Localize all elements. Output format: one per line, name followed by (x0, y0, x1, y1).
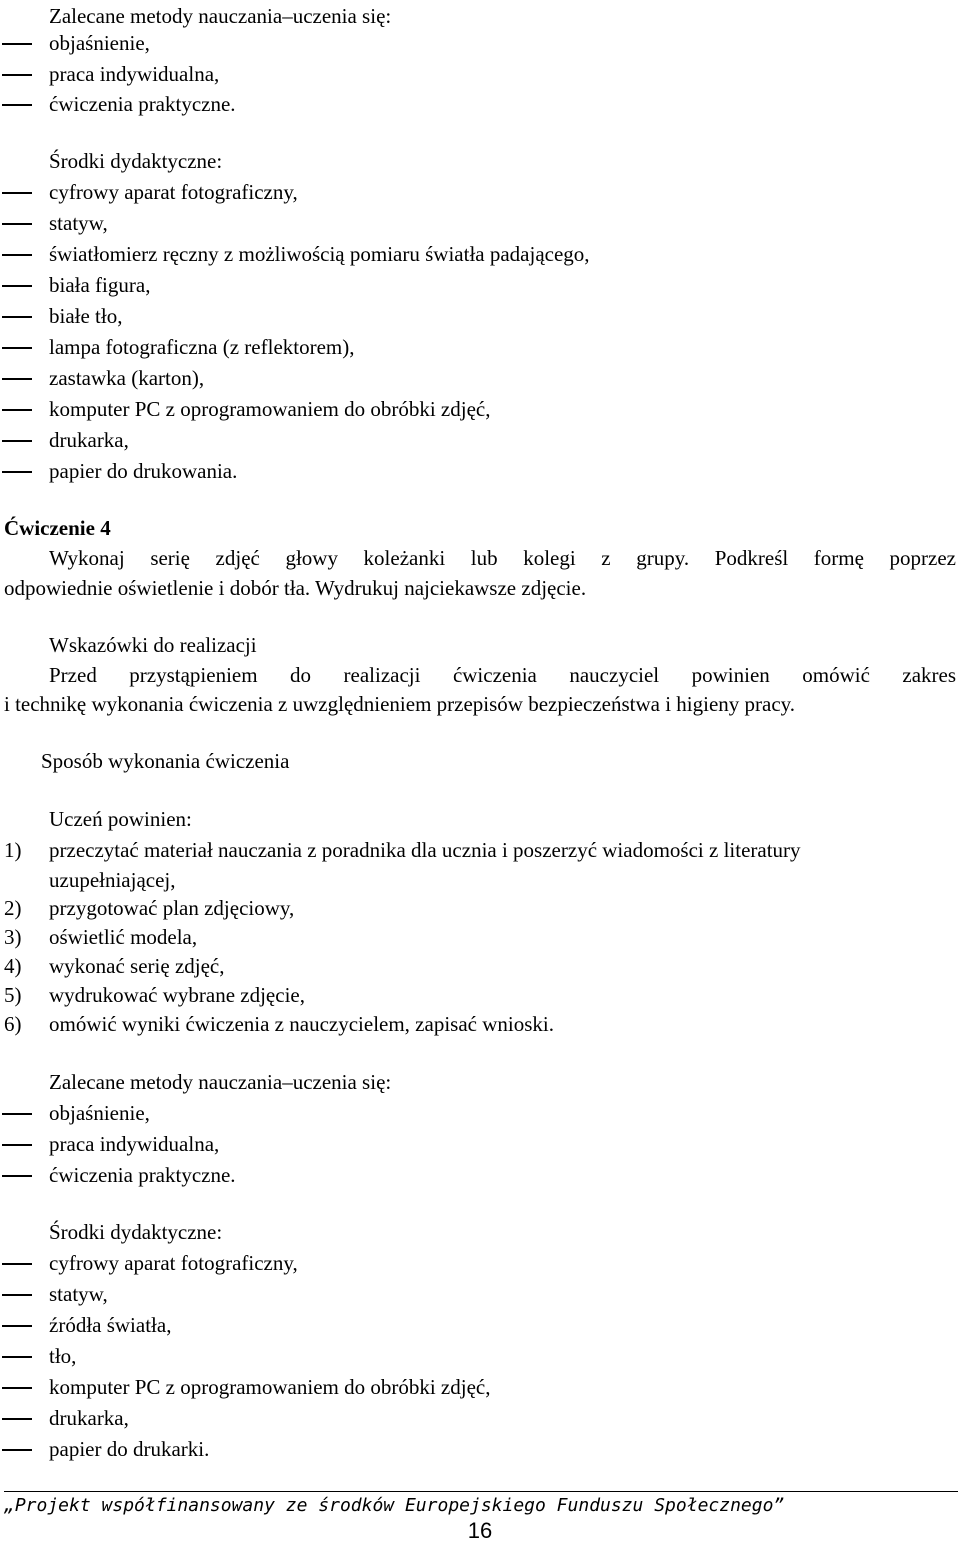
exercise-title: Ćwiczenie 4 (4, 516, 111, 540)
student-heading: Uczeń powinien: (49, 807, 192, 831)
methods-heading-2: Zalecane metody nauczania–uczenia się: (49, 1070, 392, 1094)
hints-heading: Wskazówki do realizacji (49, 633, 257, 657)
list-item: biała figura, (49, 273, 151, 297)
step-number: 5) (4, 983, 22, 1007)
step-text: wydrukować wybrane zdjęcie, (49, 983, 305, 1007)
methods-heading: Zalecane metody nauczania–uczenia się: (49, 4, 392, 28)
step-number: 1) (4, 838, 22, 862)
step-text: oświetlić modela, (49, 925, 198, 949)
list-item: praca indywidualna, (49, 62, 220, 86)
list-item: ćwiczenia praktyczne. (49, 92, 236, 116)
list-item: ćwiczenia praktyczne. (49, 1163, 236, 1187)
footer-project-text: „Projekt współfinansowany ze środków Europejskiego Funduszu Społecznego” (4, 1495, 785, 1516)
list-item: komputer PC z oprogramowaniem do obróbki zdjęć, (49, 1375, 491, 1399)
step-number: 2) (4, 896, 22, 920)
list-item: źródła światła, (49, 1313, 172, 1337)
task-text-line2: odpowiednie oświetlenie i dobór tła. Wydrukuj najciekawsze zdjęcie. (4, 576, 587, 600)
hints-text-line1: Przed przystąpieniem do realizacji ćwiczenia nauczyciel powinien omówić zakres (49, 663, 956, 687)
step-text: przygotować plan zdjęciowy, (49, 896, 295, 920)
hints-text-line2: i technikę wykonania ćwiczenia z uwzględnieniem przepisów bezpieczeństwa i higieny pracy. (4, 692, 796, 716)
list-item: objaśnienie, (49, 31, 150, 55)
task-text-line1: Wykonaj serię zdjęć głowy koleżanki lub kolegi z grupy. Podkreśl formę poprzez (49, 546, 956, 570)
list-item: lampa fotograficzna (z reflektorem), (49, 335, 355, 359)
list-item: światłomierz ręczny z możliwością pomiaru światła padającego, (49, 242, 590, 266)
footer-divider (4, 1491, 958, 1492)
list-item: drukarka, (49, 1406, 129, 1430)
list-item: drukarka, (49, 428, 129, 452)
list-item: tło, (49, 1344, 77, 1368)
aids-heading: Środki dydaktyczne: (49, 149, 223, 173)
list-item: papier do drukarki. (49, 1437, 210, 1461)
list-item: statyw, (49, 1282, 108, 1306)
list-item: objaśnienie, (49, 1101, 150, 1125)
step-text-continued: uzupełniającej, (49, 868, 176, 892)
list-item: komputer PC z oprogramowaniem do obróbki zdjęć, (49, 397, 491, 421)
step-number: 6) (4, 1012, 22, 1036)
page-number: 16 (467, 1518, 493, 1543)
aids-heading-2: Środki dydaktyczne: (49, 1220, 223, 1244)
step-text: wykonać serię zdjęć, (49, 954, 225, 978)
list-item: cyfrowy aparat fotograficzny, (49, 1251, 298, 1275)
list-item: zastawka (karton), (49, 366, 205, 390)
list-item: praca indywidualna, (49, 1132, 220, 1156)
list-item: cyfrowy aparat fotograficzny, (49, 180, 298, 204)
list-item: białe tło, (49, 304, 123, 328)
step-number: 3) (4, 925, 22, 949)
step-number: 4) (4, 954, 22, 978)
method-heading: Sposób wykonania ćwiczenia (41, 749, 290, 773)
list-item: statyw, (49, 211, 108, 235)
list-item: papier do drukowania. (49, 459, 238, 483)
step-text: omówić wyniki ćwiczenia z nauczycielem, zapisać wnioski. (49, 1012, 554, 1036)
step-text: przeczytać materiał nauczania z poradnika dla ucznia i poszerzyć wiadomości z literatury (49, 838, 801, 862)
